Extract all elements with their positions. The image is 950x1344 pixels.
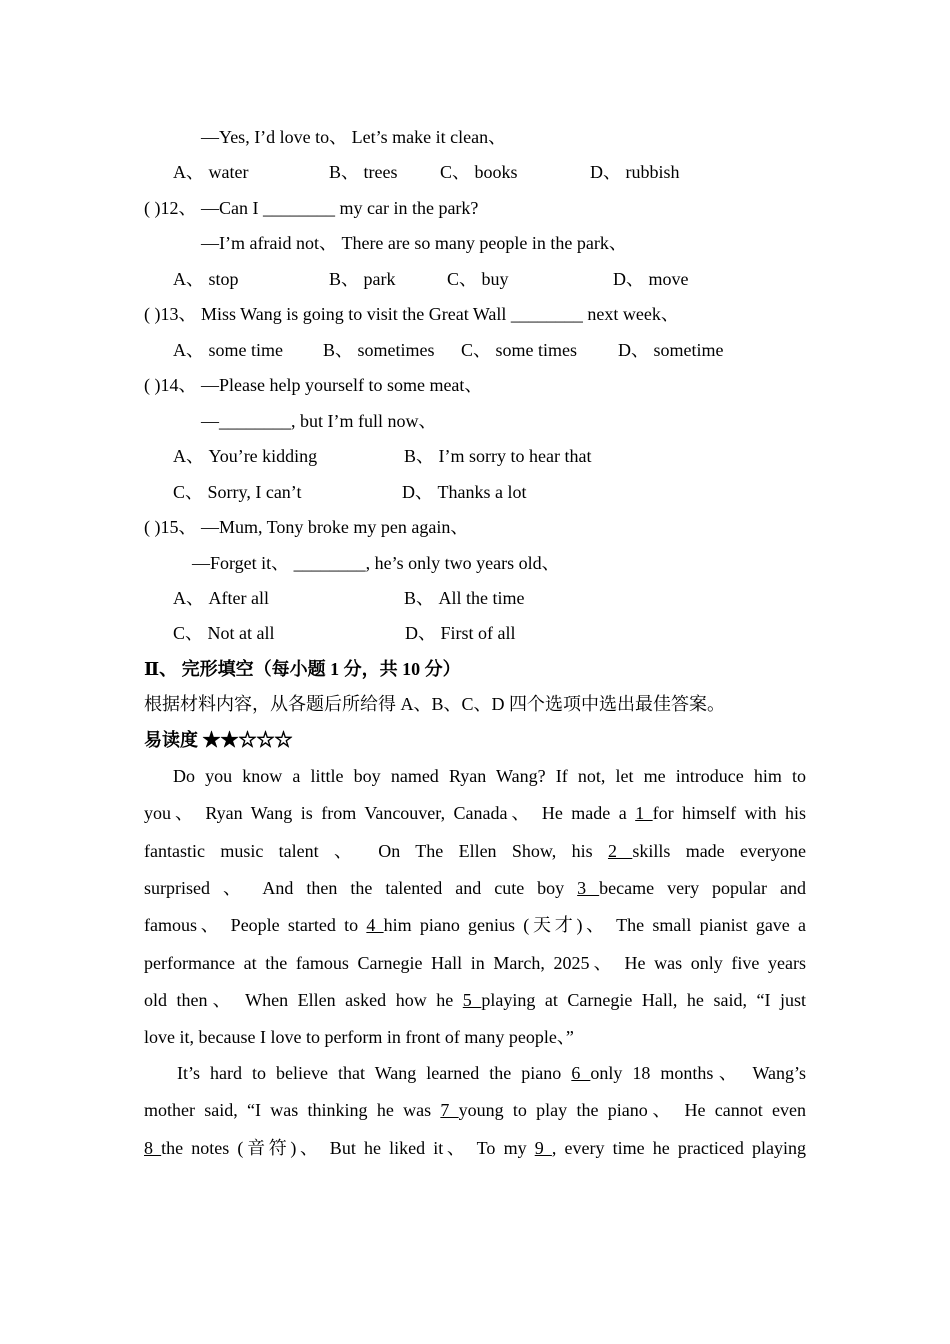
q12-stem: ( )12、 —Can I ________ my car in the park? [144,198,479,218]
section-heading: Ⅱ、 完形填空（每小题 1 分，共 10 分） [144,659,461,679]
blank-1[interactable]: 1 [635,803,653,823]
q13-option-c[interactable]: C、 some times [461,340,577,360]
q11-option-c[interactable]: C、 books [440,162,518,182]
section-instruction: 根据材料内容，从各题后所给得 A、B、C、D 四个选项中选出最佳答案。 [144,694,726,714]
blank-3[interactable]: 3 [577,878,600,898]
q13-option-a[interactable]: A、 some time [173,340,283,360]
q14-answer-line: —________, but I’m full now、 [201,411,437,431]
q14-option-d[interactable]: D、 Thanks a lot [402,482,527,502]
q15-answer-line: —Forget it、 ________, he’s only two years old、 [192,553,560,573]
q14-stem: ( )14、 —Please help yourself to some meat、 [144,375,483,395]
q15-option-c[interactable]: C、 Not at all [173,623,275,643]
blank-4[interactable]: 4 [366,915,384,935]
blank-6[interactable]: 6 [571,1063,591,1083]
q15-option-b[interactable]: B、 All the time [404,588,525,608]
q12-option-d[interactable]: D、 move [613,269,689,289]
q11-option-b[interactable]: B、 trees [329,162,398,182]
q11-option-a[interactable]: A、 water [173,162,249,182]
q13-option-d[interactable]: D、 sometime [618,340,724,360]
q13-option-b[interactable]: B、 sometimes [323,340,435,360]
blank-2[interactable]: 2 [607,841,633,861]
q14-option-a[interactable]: A、 You’re kidding [173,446,318,466]
difficulty-rating: 易读度 ★★☆☆☆ [144,730,293,750]
q15-stem: ( )15、 —Mum, Tony broke my pen again、 [144,517,469,537]
blank-5[interactable]: 5 [462,990,482,1010]
passage-line: It’s hard to believe that Wang learned the piano 6 only 18 months、 Wang’s [177,1063,807,1083]
blank-7[interactable]: 7 [440,1100,459,1120]
passage-line: 8 the notes (音符)、 But he liked it、 To my 9 , every time he practiced playing [144,1138,807,1158]
passage-line: famous、 People started to 4 him piano genius (天才)、 The small pianist gave a [144,915,807,935]
q15-option-d[interactable]: D、 First of all [405,623,516,643]
q15-option-a[interactable]: A、 After all [173,588,269,608]
passage-line: mother said, “I was thinking he was 7 young to play the piano、 He cannot even [144,1100,807,1120]
q14-option-b[interactable]: B、 I’m sorry to hear that [404,446,592,466]
passage-line: love it, because I love to perform in front of many people、” [144,1027,574,1047]
q14-option-c[interactable]: C、 Sorry, I can’t [173,482,302,502]
passage-line: surprised 、 And then the talented and cute boy 3 became very popular and [144,878,806,898]
q12-answer-line: —I’m afraid not、 There are so many people in the park、 [201,233,627,253]
q12-option-b[interactable]: B、 park [329,269,396,289]
q13-stem: ( )13、 Miss Wang is going to visit the Great Wall ________ next week、 [144,304,679,324]
blank-9[interactable]: 9 [534,1138,552,1158]
passage-line: performance at the famous Carnegie Hall in March, 2025、 He was only five years [144,953,806,973]
q11-answer-line: —Yes, I’d love to、 Let’s make it clean、 [201,127,507,147]
q12-option-a[interactable]: A、 stop [173,269,239,289]
passage-line: old then、 When Ellen asked how he 5 playing at Carnegie Hall, he said, “I just [144,990,807,1010]
blank-8[interactable]: 8 [144,1138,162,1158]
passage-line: Do you know a little boy named Ryan Wang? If not, let me introduce him to [173,766,806,786]
q12-option-c[interactable]: C、 buy [447,269,509,289]
q11-option-d[interactable]: D、 rubbish [590,162,680,182]
passage-line: you、 Ryan Wang is from Vancouver, Canada、 He made a 1 for himself with his [144,803,806,823]
passage-line: fantastic music talent 、 On The Ellen Show, his 2 skills made everyone [144,841,806,861]
